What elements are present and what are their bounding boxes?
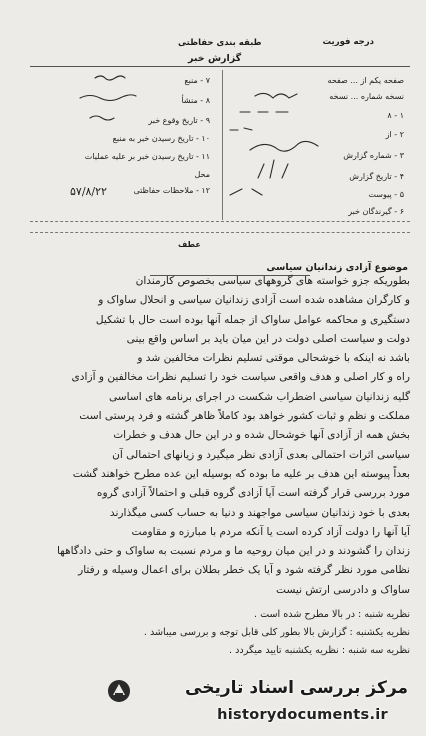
meta-field-4: ۴ - تاریخ گزارش: [349, 172, 404, 181]
body-line: باشد نه اینکه با خوشحالی موقتی تسلیم نظرات مخالفین شد و: [137, 352, 410, 365]
meta-place: محل: [194, 170, 210, 179]
body-line: راه و کار اصلی و هدف واقعی سیاست خود را تسلیم نظرات مخالفین و آزادی: [71, 371, 410, 384]
reference-label: عطف: [178, 240, 201, 249]
review-notes: [140, 606, 410, 660]
field-rule: [30, 221, 410, 222]
watermark-url: historydocuments.ir: [217, 707, 388, 723]
body-line: ساواک و دادرسی ارتش نیست: [276, 583, 410, 596]
note-sunday: نظریه یکشنبه : گزارش بالا بطور کلی قابل توجه و بررسی میباشد .: [143, 627, 410, 638]
body-line: دولت و سیاست اصلی دولت در این میان باید بر اساس واقع بینی: [126, 332, 410, 345]
meta-field-3: ۳ - شماره گزارش: [343, 151, 404, 160]
meta-page: صفحه یکم از ... صفحه: [327, 76, 404, 85]
column-divider: [222, 70, 223, 220]
meta-copy: نسخه شماره ... نسخه: [329, 92, 404, 101]
body-line: مملکت و نظم و ثبات کشور خواهد بود کاملاً ظاهر گشته و فرد پرستی است: [79, 410, 410, 423]
note-tuesday: نظریه سه شنبه : نظریه یکشنبه تایید میگردد .: [229, 645, 410, 656]
classification-label: طبقه بندی حفاظتی: [178, 38, 262, 48]
body-line: سیاسی اثرات احتمالی بعدی آزادی نظر میگیرد و زیانهای احتمالی آن: [112, 448, 410, 461]
body-line: نظامی مورد نظر گرفته شود و آیا یک خطر بطلان برای اعمال وسیله و رفتار: [78, 564, 410, 577]
body-line: آیا آنها را دولت آزاد کرده است یا آنکه مردم با مبارزه و مقاومت: [131, 525, 410, 538]
meta-event-date: ۹ - تاریخ وقوع خبر: [148, 116, 210, 125]
archive-watermark: [118, 676, 414, 734]
report-body: [20, 272, 410, 600]
body-line: مورد بررسی قرار گرفته است آیا آزادی گروه قبلی و احتمالاً آزادی گروه: [96, 487, 410, 500]
meta-field-1: ۱ - ۸: [387, 111, 404, 120]
subject-line: موضوع آزادی زندانیان سیاسی: [266, 262, 408, 273]
archive-logo-icon: [106, 678, 132, 704]
form-title: گزارش خبر: [188, 53, 242, 64]
meta-ops-date: ۱۱ - تاریخ رسیدن خبر بر علیه عملیات: [84, 152, 210, 161]
body-line: و کارگران مشاهده شده است آزادی زندانیان سیاسی و انحلال ساواک و: [98, 294, 410, 307]
body-line: بطوریکه جزو خواسته های گروههای سیاسی بخصوص کارمندان: [135, 275, 410, 287]
header-handwriting: [0, 0, 426, 230]
meta-field-5: ۵ - پیوست: [368, 190, 404, 199]
field-rule-2: [30, 232, 410, 233]
body-line: گلیه زندانیان سیاسی اضطراب شکست در اجرای برنامه های اساسی: [108, 390, 410, 403]
body-line: زندان را گشودند و در این میان روحیه ما و مردم نسبت به ساواک و حتی دادگاهها: [56, 545, 410, 558]
meta-security-notes: ۱۲ - ملاحظات حفاظتی: [133, 186, 210, 195]
meta-field-2: ۲ - از: [385, 130, 404, 139]
note-saturday: نظریه شنبه : در بالا مطرح شده است .: [254, 609, 410, 620]
meta-field-6: ۶ - گیرندگان خبر: [348, 207, 404, 216]
urgency-label: درجه فوریت: [322, 37, 374, 47]
watermark-title: مرکز بررسی اسناد تاریخی: [185, 678, 408, 698]
body-line: دستگیری و محاکمه عوامل ساواک از جمله آنها بوده است حال با تشکیل: [95, 313, 410, 326]
meta-origin: ۸ - منشأ: [181, 96, 210, 105]
handwritten-date: ۵۷/۸/۲۲: [70, 185, 107, 198]
body-line: بخش همه از آزادی آنها خوشحال شده و در این حال هدف و خطرات: [113, 429, 410, 442]
meta-source: ۷ - منبع: [184, 76, 210, 85]
body-line: بعداً پیوسته این هدف بر علیه ما بوده که بوسیله این عده مطرح خواهند گشت: [72, 467, 410, 480]
meta-receipt-date: ۱۰ - تاریخ رسیدن خبر به منبع: [112, 134, 210, 143]
body-line: بعدی با خود زندانیان سیاسی مواجهند و دنیا به حساب کسی میگذارند: [109, 506, 410, 519]
